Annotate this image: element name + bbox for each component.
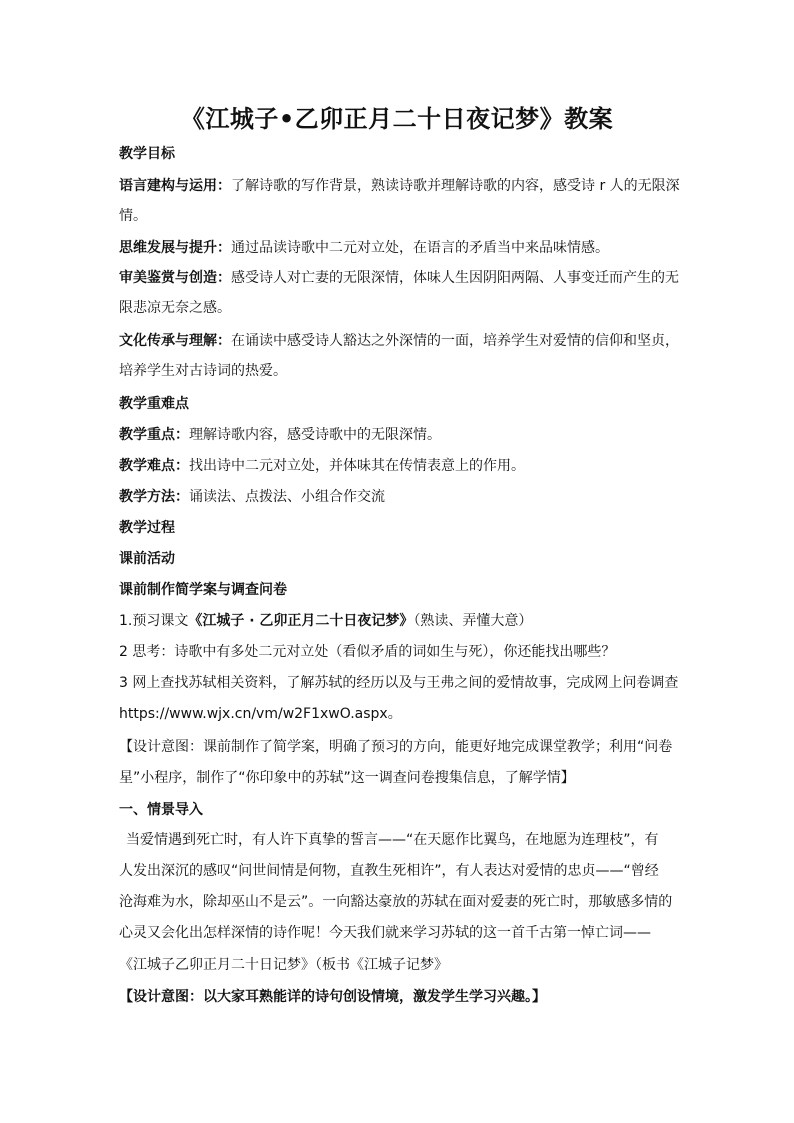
paragraph-teaching-method xyxy=(119,487,689,507)
intro-paragraph-line-4: 心灵又会化出怎样深情的诗作呢！今天我们就来学习苏轼的这一首千古第一悼亡词—— xyxy=(119,925,651,941)
intro-paragraph-line-2: 人发出深沉的感叹“问世间情是何物，直教生死相许”，有人表达对爱情的忠贞——“曾经 xyxy=(119,863,659,879)
survey-url-link[interactable]: https://www.wjx.cn/vm/w2F1xwO.aspx。 xyxy=(119,706,402,722)
language-goal-text: 了解诗歌的写作背景，熟读诗歌并理解诗歌的内容，感受诗 r 人的无限深 xyxy=(231,178,680,194)
step-1-note: （熟读、弄懂大意） xyxy=(413,613,533,629)
step-2: 2 思考：诗歌中有多处二元对立处（看似矛盾的词如生与死），你还能找出哪些？ xyxy=(119,644,616,660)
paragraph-difficult-point xyxy=(119,456,689,476)
design-intent-2: 【设计意图：以大家耳熟能详的诗句创设情境，激发学生学习兴趣。】 xyxy=(119,989,546,1005)
culture-goal-text-cont: 培养学生对古诗词的热爱。 xyxy=(119,363,287,379)
step-1 xyxy=(119,611,689,631)
thinking-goal-label: 思维发展与提升： xyxy=(119,240,231,256)
page-title: 《江城子•乙卯正月二十日夜记梦》教案 xyxy=(180,105,614,133)
heading-scene-intro: 一、情景导入 xyxy=(119,802,203,818)
teaching-method-text: 诵读法、点拨法、小组合作交流 xyxy=(189,489,385,505)
intro-paragraph-line-3: 沧海难为水，除却巫山不是云”。一向豁达豪放的苏轼在面对爱妻的死亡时，那敏感多情的 xyxy=(119,894,673,910)
difficult-point-text: 找出诗中二元对立处，并体味其在传情表意上的作用。 xyxy=(189,458,525,474)
paragraph-language-goal xyxy=(119,176,689,196)
aesthetic-goal-label: 审美鉴赏与创造： xyxy=(119,270,231,286)
paragraph-thinking-goal xyxy=(119,238,689,258)
intro-paragraph-line-5: 《江城子乙卯正月二十日记梦》（板书《江城子记梦》 xyxy=(119,957,448,973)
key-point-label: 教学重点： xyxy=(119,427,189,443)
step-3: 3 网上查找苏轼相关资料，了解苏轼的经历以及与王弗之间的爱情故事，完成网上问卷调查 xyxy=(119,675,679,691)
teaching-method-label: 教学方法： xyxy=(119,489,189,505)
culture-goal-label: 文化传承与理解： xyxy=(119,333,231,349)
intro-paragraph-line-1: 当爱情遇到死亡时，有人许下真挚的誓言——“在天愿作比翼鸟，在地愿为连理枝”，有 xyxy=(126,832,659,848)
heading-key-difficult-points: 教学重难点 xyxy=(119,396,189,412)
aesthetic-goal-text: 感受诗人对亡妻的无限深情，体味人生因阴阳两隔、人事变迁而产生的无 xyxy=(231,270,679,286)
step-1-prefix: 1.预习课文 xyxy=(119,613,189,629)
heading-pre-class-materials: 课前制作简学案与调查问卷 xyxy=(119,582,287,598)
design-intent-1: 【设计意图：课前制作了简学案，明确了预习的方向，能更好地完成课堂教学；利用“问卷 xyxy=(119,739,673,755)
language-goal-text-cont: 情。 xyxy=(119,208,147,224)
heading-pre-class-activity: 课前活动 xyxy=(119,551,175,567)
thinking-goal-text: 通过品读诗歌中二元对立处，在语言的矛盾当中来品味情感。 xyxy=(231,240,609,256)
culture-goal-text: 在诵读中感受诗人豁达之外深情的一面，培养学生对爱情的信仰和坚贞， xyxy=(231,333,679,349)
paragraph-aesthetic-goal xyxy=(119,268,689,288)
heading-teaching-process: 教学过程 xyxy=(119,520,175,536)
aesthetic-goal-text-cont: 限悲凉无奈之感。 xyxy=(119,300,231,316)
difficult-point-label: 教学难点： xyxy=(119,458,189,474)
paragraph-culture-goal xyxy=(119,331,689,351)
key-point-text: 理解诗歌内容，感受诗歌中的无限深情。 xyxy=(189,427,441,443)
step-1-poem-title: 《江城子 · 乙卯正月二十日夜记梦》 xyxy=(188,613,414,629)
paragraph-key-point xyxy=(119,425,689,445)
language-goal-label: 语言建构与运用： xyxy=(119,178,231,194)
design-intent-1-cont: 星”小程序，制作了“你印象中的苏轼”这一调查问卷搜集信息，了解学情】 xyxy=(119,770,575,786)
heading-teaching-goals: 教学目标 xyxy=(119,146,175,162)
